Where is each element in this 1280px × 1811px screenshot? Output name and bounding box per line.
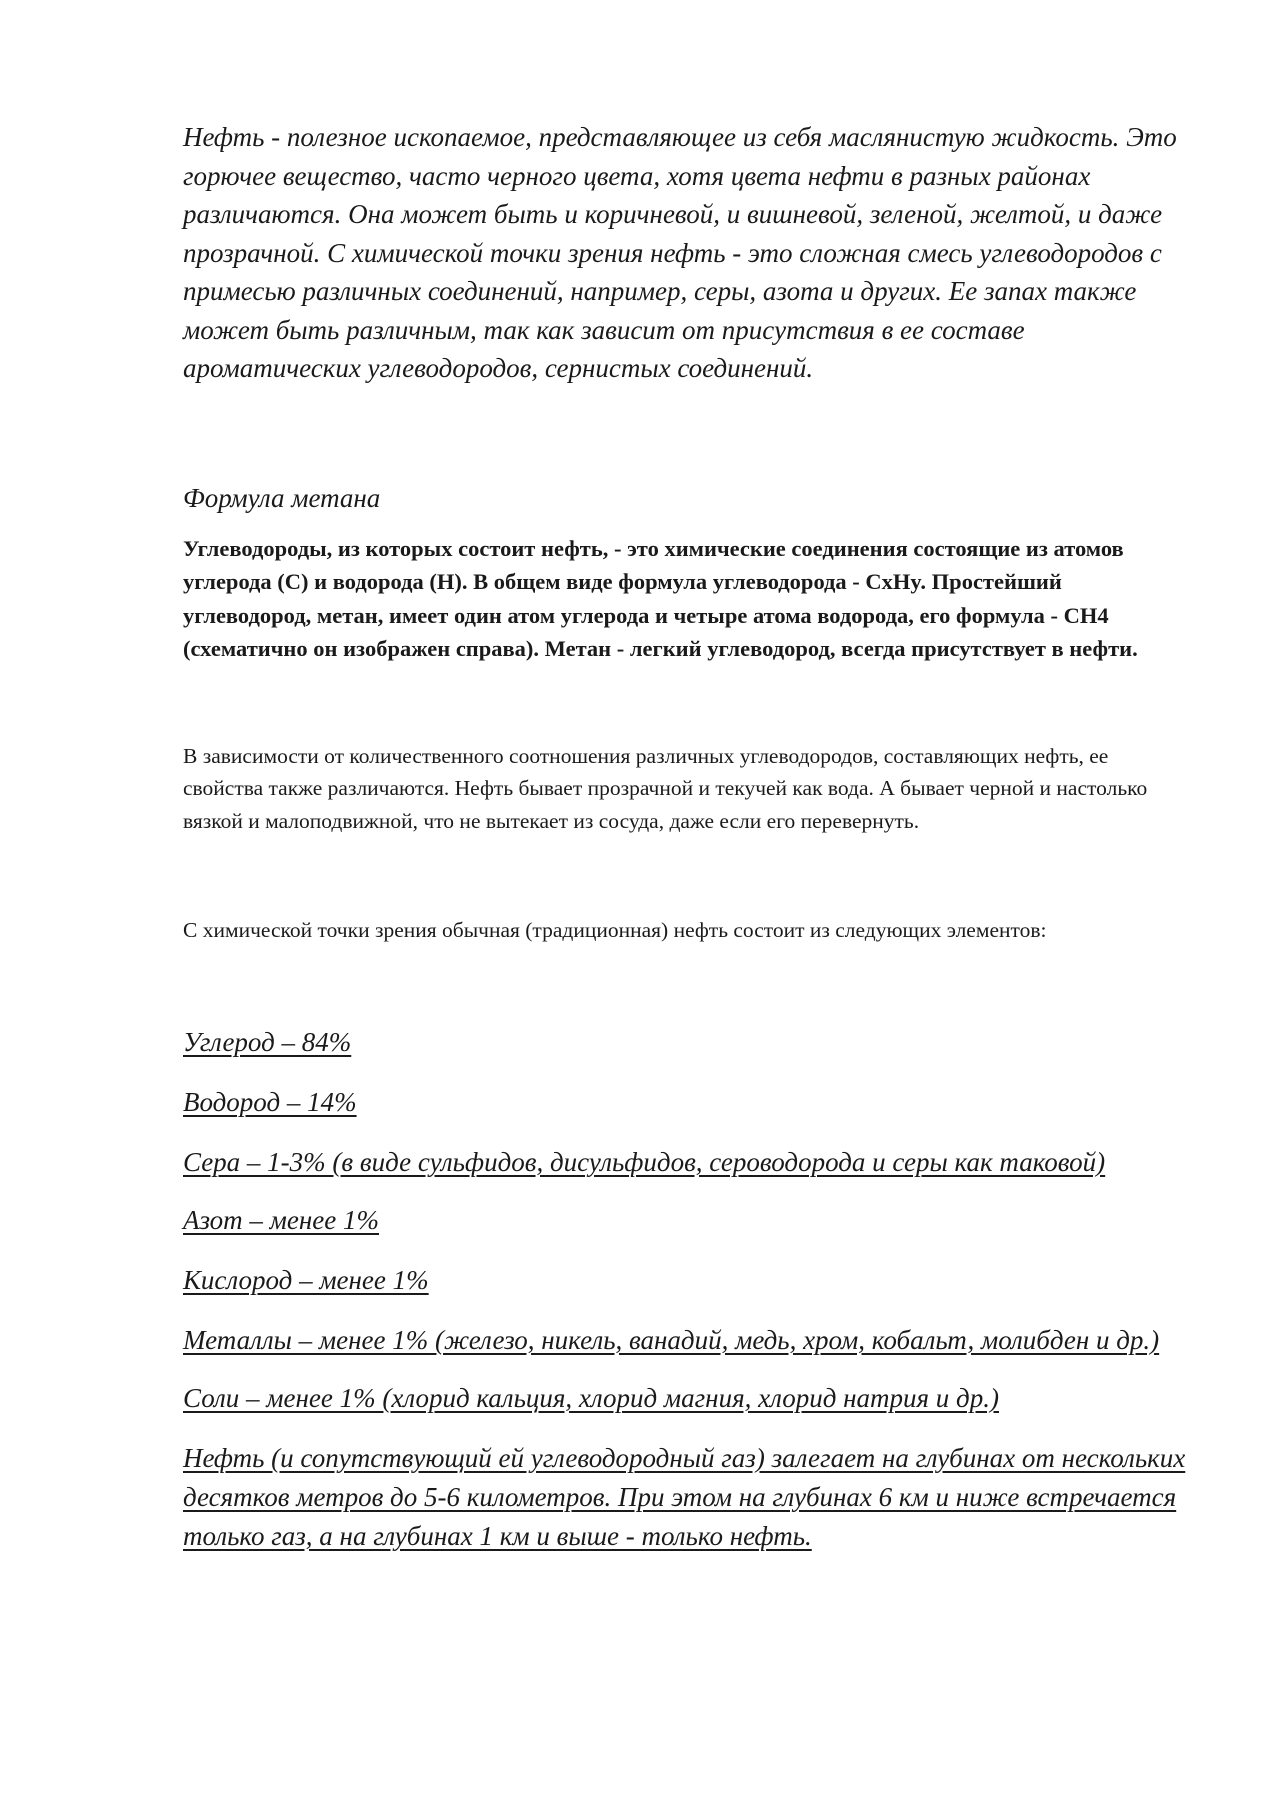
methane-paragraph: Углеводороды, из которых состоит нефть, - это химические соединения состоящие из атомов углерода (С) и водорода (Н). В общем виде формула углеводорода - СxНy. Простейший углеводород, метан, имеет один атом углерода и четыре атома водорода, его формула - СН4 (схематично он изображен справа). Метан - легкий углеводород, всегда присутствует в нефти. <box>183 535 1138 661</box>
properties-paragraph: В зависимости от количественного соотношения различных углеводородов, составляющих нефть, ее свойства также различаются. Нефть бывает прозрачной и текучей как вода. А бывает черной и настолько вязкой и малоподвижной, что не вытекает из сосуда, даже если его перевернуть. <box>183 743 1148 833</box>
document-page <box>183 118 1193 1577</box>
list-item: Кислород – менее 1% <box>183 1264 429 1295</box>
list-item: Сера – 1-3% (в виде сульфидов, дисульфидов, сероводорода и серы как таковой) <box>183 1146 1106 1177</box>
list-item: Водород – 14% <box>183 1086 357 1117</box>
list-item: Азот – менее 1% <box>183 1204 379 1235</box>
list-item: Нефть (и сопутствующий ей углеводородный газ) залегает на глубинах от нескольких десятков метров до 5-6 километров. При этом на глубинах 6 км и ниже встречается только газ, а на глубинах 1 км и выше - только нефть. <box>183 1442 1186 1551</box>
methane-heading: Формула метана <box>183 482 381 513</box>
composition-intro: С химической точки зрения обычная (традиционная) нефть состоит из следующих элементов: <box>183 918 1047 942</box>
elements-list <box>183 1023 1193 1556</box>
list-item: Металлы – менее 1% (железо, никель, ванадий, медь, хром, кобальт, молибден и др.) <box>183 1324 1160 1355</box>
list-item: Углерод – 84% <box>183 1026 352 1057</box>
list-item: Соли – менее 1% (хлорид кальция, хлорид магния, хлорид натрия и др.) <box>183 1382 999 1413</box>
intro-paragraph: Нефть - полезное ископаемое, представляющее из себя маслянистую жидкость. Это горючее вещество, часто черного цвета, хотя цвета нефти в разных районах различаются. Она может быть и коричневой, и вишневой, зеленой, желтой, и даже прозрачной. С химической точки зрения нефть - это сложная смесь углеводородов с примесью различных соединений, например, серы, азота и других. Ее запах также может быть различным, так как зависит от присутствия в ее составе ароматических углеводородов, сернистых соединений. <box>183 122 1177 383</box>
